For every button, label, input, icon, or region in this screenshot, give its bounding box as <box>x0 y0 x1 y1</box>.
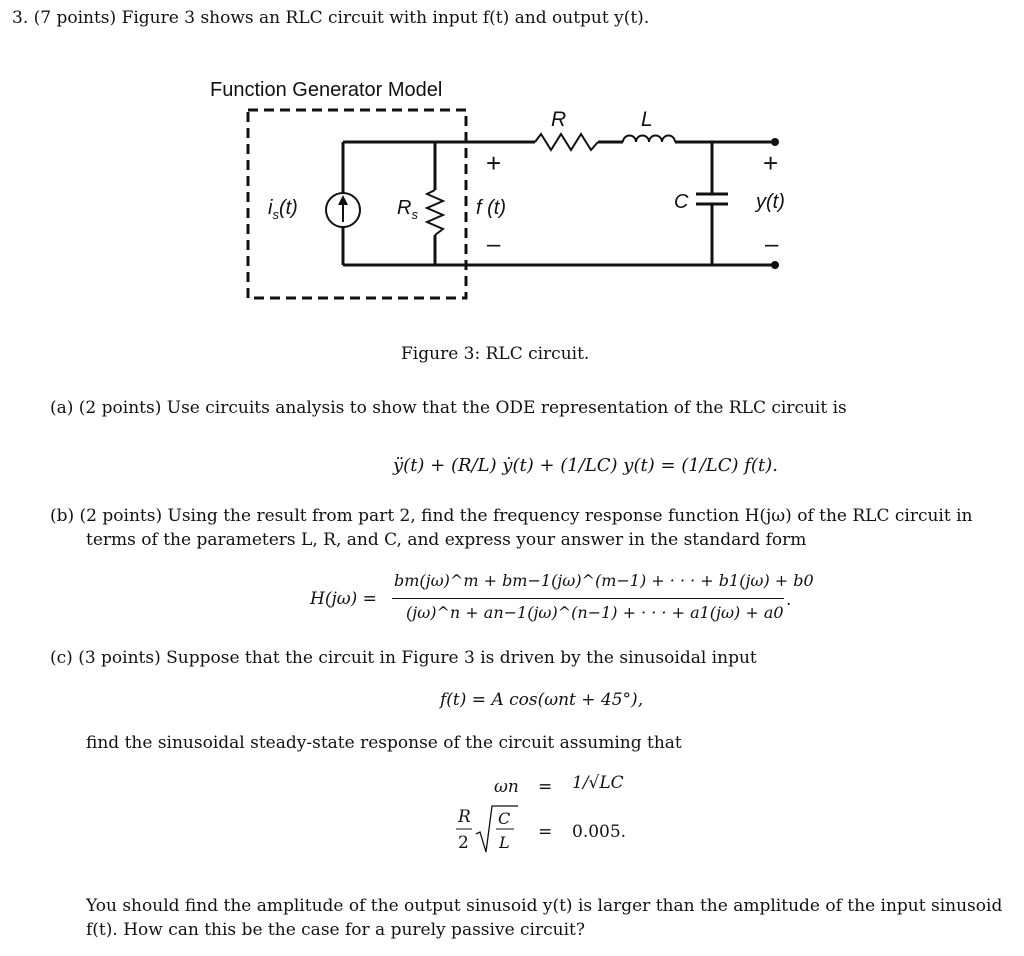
c-label: C <box>674 191 689 213</box>
ft-label: f (t) <box>476 197 506 219</box>
part-b-line2: terms of the parameters L, R, and C, and express your answer in the standard form <box>86 530 807 550</box>
series-resistor-icon <box>535 134 598 150</box>
condition1-rhs: 1/√LC <box>572 773 624 793</box>
rs-label: $R_s$ <box>397 197 418 222</box>
part-c-input-equation: f(t) = A cos(ωnt + 45°), <box>440 690 644 710</box>
condition1-equals: = <box>538 777 553 797</box>
is-label: $i_s(t)$ <box>268 197 298 222</box>
ft-minus: – <box>487 231 501 258</box>
svg-text:C: C <box>498 809 511 828</box>
capacitor-icon <box>696 194 728 204</box>
svg-text:2: 2 <box>458 833 469 853</box>
yt-label: y(t) <box>756 191 785 213</box>
part-b-line1: (b) (2 points) Using the result from part 2, find the frequency response function H(jω) of the RLC circuit in <box>50 506 973 526</box>
figure-box-title: Function Generator Model <box>210 79 443 101</box>
part-a-equation: ÿ(t) + (R/L) ẏ(t) + (1/LC) y(t) = (1/LC) f(t). <box>393 455 778 476</box>
condition2-rhs: 0.005. <box>572 822 627 842</box>
ft-plus: + <box>486 148 502 178</box>
r-label: R <box>551 108 567 131</box>
l-label: L <box>641 108 653 131</box>
yt-plus: + <box>763 148 779 178</box>
part-b-denominator: (jω)^n + an−1(jω)^(n−1) + · · · + a1(jω) + a0 <box>406 603 784 622</box>
part-c-line1: (c) (3 points) Suppose that the circuit in Figure 3 is driven by the sinusoidal input <box>50 648 757 668</box>
condition2-equals: = <box>538 822 553 842</box>
output-terminal-top <box>771 138 779 146</box>
rlc-circuit-figure <box>0 0 1024 330</box>
condition1-lhs: ωn <box>494 777 519 797</box>
closing-line1: You should find the amplitude of the output sinusoid y(t) is larger than the amplitude of the input sinusoid <box>86 896 1003 916</box>
part-c-line2: find the sinusoidal steady-state response of the circuit assuming that <box>86 733 682 753</box>
output-terminal-bottom <box>771 261 779 269</box>
svg-text:L: L <box>499 833 510 852</box>
svg-text:R: R <box>458 807 471 827</box>
yt-minus: – <box>765 231 779 258</box>
figure-caption: Figure 3: RLC circuit. <box>401 344 590 364</box>
part-b-period: . <box>786 590 792 610</box>
inductor-icon <box>623 136 675 142</box>
part-b-fraction-bar <box>392 598 784 599</box>
problem-header: 3. (7 points) Figure 3 shows an RLC circuit with input f(t) and output y(t). <box>12 8 650 28</box>
closing-line2: f(t). How can this be the case for a purely passive circuit? <box>86 920 585 940</box>
part-b-numerator: bm(jω)^m + bm−1(jω)^(m−1) + · · · + b1(jω) + b0 <box>394 571 814 590</box>
source-resistor-icon <box>427 190 443 235</box>
part-a-text: (a) (2 points) Use circuits analysis to show that the ODE representation of the RLC circuit is <box>50 398 847 418</box>
part-b-lhs: H(jω) = <box>310 589 377 609</box>
series-wires <box>468 142 775 265</box>
condition2-lhs <box>452 800 522 860</box>
